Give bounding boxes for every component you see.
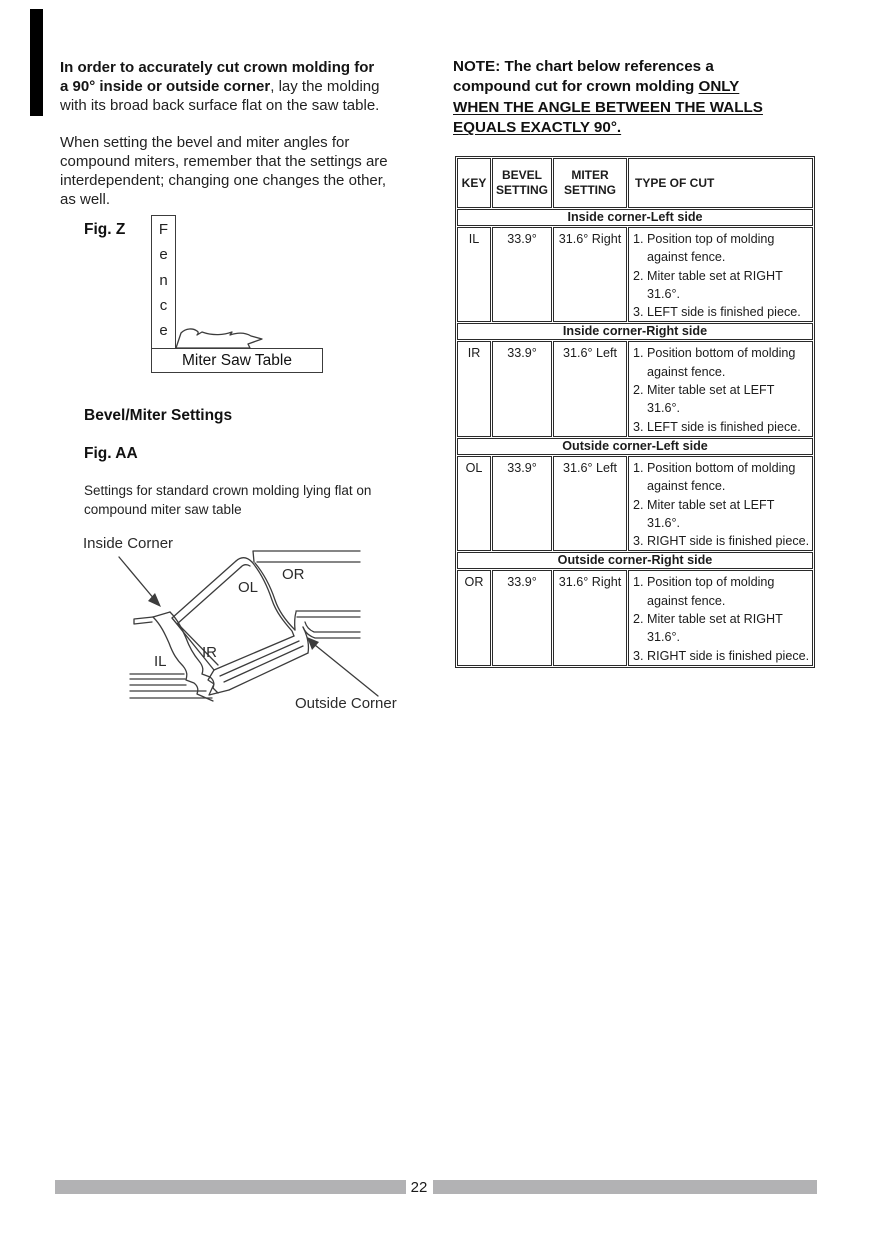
text-line: compound miter saw table [84,502,242,517]
section-title: Outside corner-Right side [457,552,813,569]
cut-step: 3. RIGHT side is finished piece. [633,648,810,663]
outside-corner-label: Outside Corner [295,695,397,712]
inside-corner-arrow-line [119,557,155,600]
bevel-cell: 33.9° [492,341,552,436]
cut-step: 1. Position bottom of molding against fence. [633,460,796,494]
section-header-row [457,552,813,569]
figure-aa-diagram [63,533,413,723]
table-row-ol [457,456,813,551]
cut-step: 3. LEFT side is finished piece. [633,305,801,320]
settings-paragraph [60,133,388,209]
key-cell: IR [457,341,491,436]
col-header-type: TYPE OF CUT [628,158,813,208]
text-line: with its broad back surface flat on the saw table. [60,97,380,114]
cut-step: 3. LEFT side is finished piece. [633,419,801,434]
note-line: compound cut for crown molding ONLY [453,78,740,96]
figure-aa-caption [84,481,371,519]
key-cell: IL [457,227,491,322]
miter-cell: 31.6° Right [553,570,627,665]
fence-letter: F [158,221,169,238]
section-header-row [457,323,813,340]
table-row-il [457,227,813,322]
inside-corner-arrowhead [148,593,161,607]
fence-letter: e [159,246,168,264]
wall-strip-top [253,551,360,562]
type-cell [628,570,813,665]
key-label-ol: OL [238,579,259,596]
table-header-row [457,158,813,208]
miter-cell: 31.6° Right [553,227,627,322]
section-title: Outside corner-Left side [457,438,813,455]
inside-corner-label: Inside Corner [83,535,174,552]
col-header-key: KEY [457,158,491,208]
bevel-cell: 33.9° [492,456,552,551]
text-line: interdependent; changing one changes the other, [60,172,387,189]
text-line: as well. [60,191,111,208]
note-line: WHEN THE ANGLE BETWEEN THE WALLS [453,98,763,116]
miter-cell: 31.6° Left [553,341,627,436]
key-cell: OR [457,570,491,665]
table-row-or [457,570,813,665]
wall-strip-right-lower [303,622,360,638]
text-line: When setting the bevel and miter angles for [60,134,350,151]
footer-bar-left [55,1180,406,1194]
slab-top-left-edge [172,561,241,624]
figure-aa-label: Fig. AA [84,445,138,462]
scan-edge-mark [30,9,43,116]
cut-step: 2. Miter table set at LEFT 31.6°. [633,383,775,416]
fence-letter: e [159,322,168,339]
key-label-ir: IR [202,644,217,661]
section-title: Inside corner-Right side [457,323,813,340]
page-number: 22 [410,1179,428,1196]
note-line: NOTE: The chart below references a [453,58,714,75]
outside-corner-arrow-line [315,645,378,696]
section-title: Inside corner-Left side [457,209,813,226]
intro-paragraph [60,58,379,115]
text-line: In order to accurately cut crown molding for [60,59,375,76]
note-line: EQUALS EXACTLY 90°. [453,119,622,137]
footer-bar-right [433,1180,817,1194]
col-header-miter: MITER SETTING [553,158,627,208]
key-label-or: OR [282,566,305,583]
type-cell [628,341,813,436]
bevel-miter-settings-heading: Bevel/Miter Settings [84,407,233,424]
settings-table [455,156,815,668]
wall-strip-bottom-left [130,674,212,698]
crown-molding-profile-drawing [168,320,273,350]
type-cell [628,227,813,322]
il-piece-ledge [134,617,153,624]
col-header-bevel: BEVEL SETTING [492,158,552,208]
il-piece-top-edge [153,612,170,617]
cut-step: 2. Miter table set at RIGHT 31.6°. [633,612,783,645]
figure-z-label: Fig. Z [84,221,126,238]
miter-cell: 31.6° Left [553,456,627,551]
miter-saw-table-box [151,348,323,373]
key-label-il: IL [154,653,167,670]
fence-letter: c [159,296,168,314]
bevel-cell: 33.9° [492,570,552,665]
cut-step: 1. Position top of molding against fence. [633,232,775,265]
bevel-cell: 33.9° [492,227,552,322]
text-line: compound miters, remember that the settings are [60,153,388,170]
section-header-row [457,209,813,226]
cut-step: 2. Miter table set at RIGHT 31.6°. [633,268,783,301]
note-text [453,57,763,139]
cut-step: 3. RIGHT side is finished piece. [633,534,810,549]
text-line: a 90° inside or outside corner, lay the molding [60,78,380,95]
slab-top-bevel [236,558,252,567]
cut-step: 1. Position top of molding against fence. [633,575,775,608]
cut-step: 2. Miter table set at LEFT 31.6°. [633,497,775,530]
section-header-row [457,438,813,455]
cut-step: 1. Position bottom of molding against fence. [633,346,796,379]
miter-saw-table-label: Miter Saw Table [182,351,292,369]
key-cell: OL [457,456,491,551]
fence-letter: n [159,271,168,289]
text-line: Settings for standard crown molding lying flat on [84,483,372,498]
table-row-ir [457,341,813,436]
type-cell [628,456,813,551]
wall-strip-right-upper [295,611,360,630]
slab-bottom-band [214,636,308,690]
